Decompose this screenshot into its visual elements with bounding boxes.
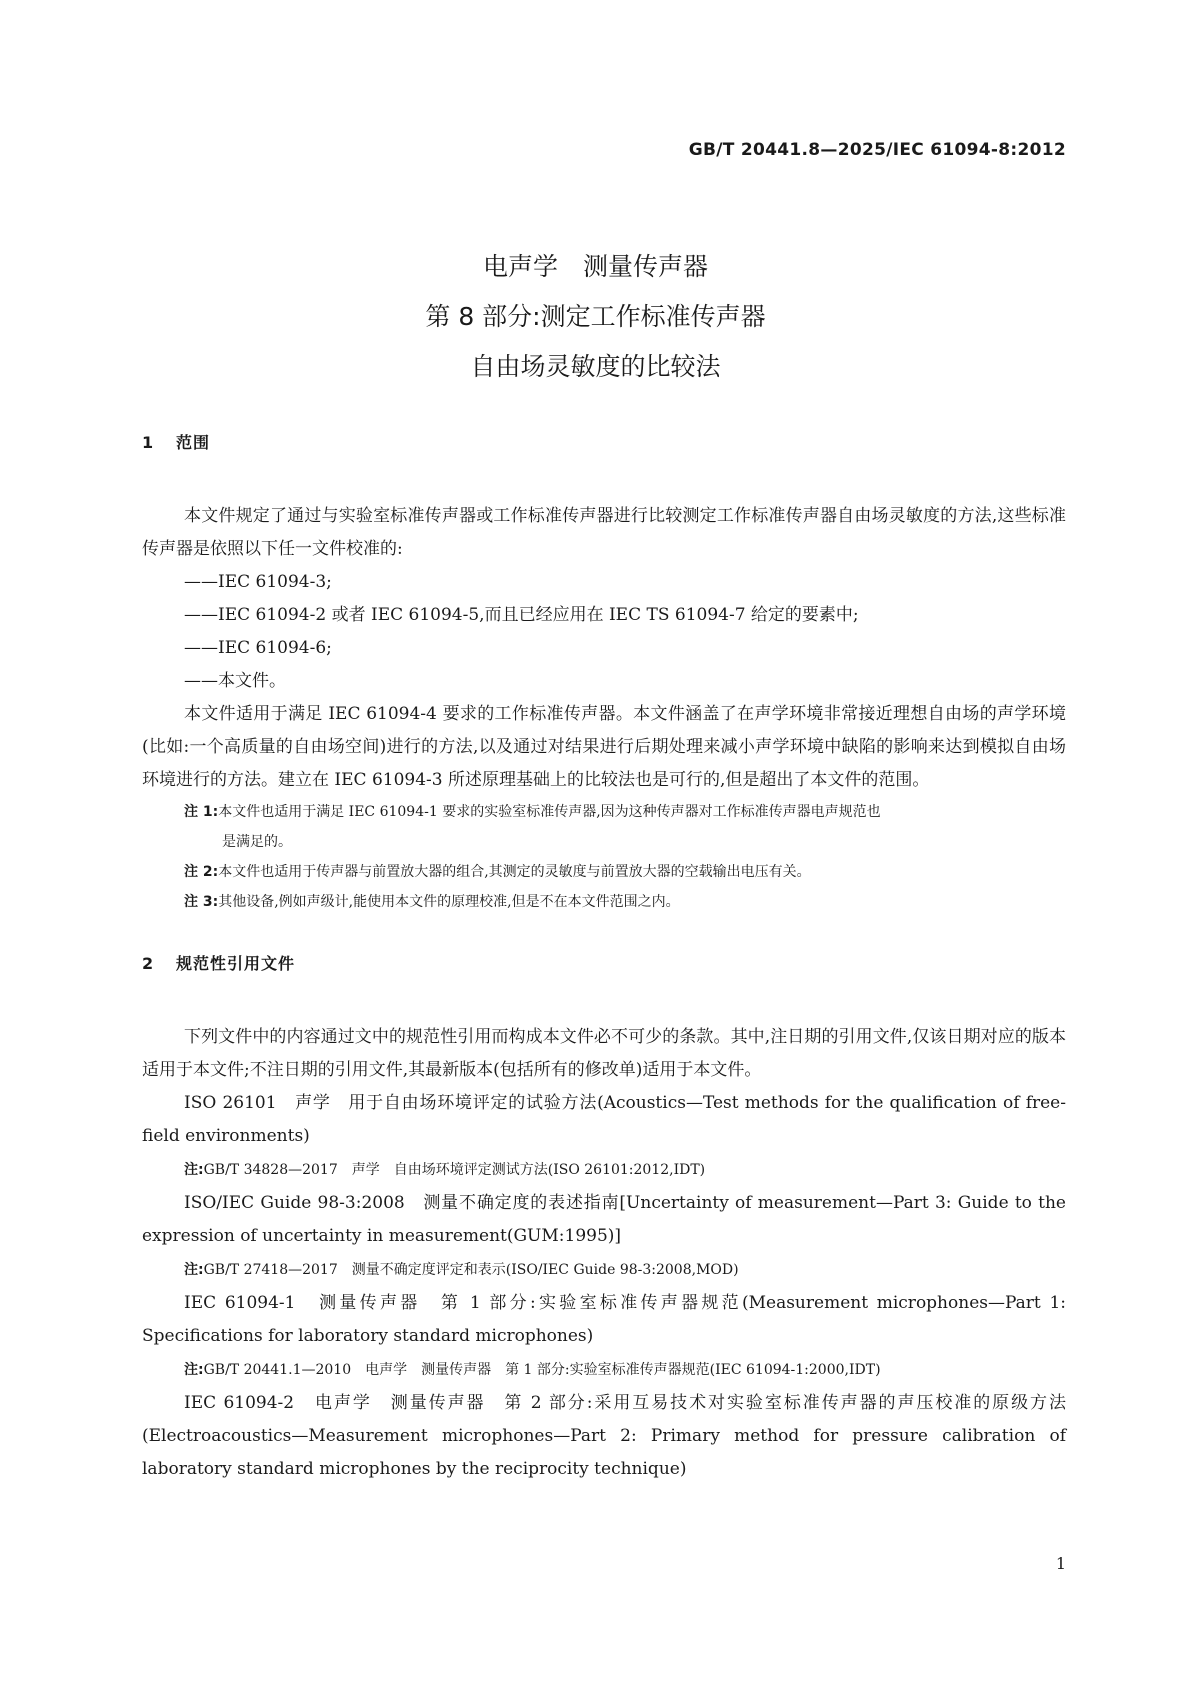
section-2-number: 2 (142, 954, 155, 973)
note-text: GB/T 27418—2017 测量不确定度评定和表示(ISO/IEC Guide 98-3:2008,MOD) (203, 1262, 739, 1278)
section-2-heading (142, 949, 1066, 979)
scope-list-item: ——IEC 61094-3; (184, 572, 332, 592)
section-1-title: 范围 (176, 433, 211, 452)
reference-note (142, 1153, 1066, 1187)
section-2-title: 规范性引用文件 (176, 954, 296, 973)
note-label: 注 1: (184, 804, 219, 820)
scope-list-item: ——IEC 61094-6; (184, 638, 332, 658)
section-2-intro: 下列文件中的内容通过文中的规范性引用而构成本文件必不可少的条款。其中,注日期的引用文件,仅该日期对应的版本适用于本文件;不注日期的引用文件,其最新版本(包括所有的修改单)适用于本文件。 (142, 1027, 1066, 1080)
note-label: 注 2: (184, 864, 219, 880)
note-label: 注: (184, 1162, 204, 1178)
scope-note-1 (142, 797, 1066, 827)
document-body (142, 428, 1066, 1486)
reference-note (142, 1353, 1066, 1387)
note-text: 本文件也适用于传声器与前置放大器的组合,其测定的灵敏度与前置放大器的空载输出电压有关。 (218, 864, 811, 880)
reference-note (142, 1253, 1066, 1287)
reference-entry: ISO 26101 声学 用于自由场环境评定的试验方法(Acoustics—Test methods for the qualification of free-field environments) (142, 1093, 1066, 1146)
scope-list-item: ——本文件。 (184, 671, 286, 691)
section-1-paragraph-2: 本文件适用于满足 IEC 61094-4 要求的工作标准传声器。本文件涵盖了在声学环境非常接近理想自由场的声学环境(比如:一个高质量的自由场空间)进行的方法,以及通过对结果进行后期处理来减小声学环境中缺陷的影响来达到模拟自由场环境进行的方法。建立在 IEC 61094-3 所述原理基础上的比较法也是可行的,但是超出了本文件的范围。 (142, 704, 1066, 790)
note-text: 本文件也适用于满足 IEC 61094-1 要求的实验室标准传声器,因为这种传声器对工作标准传声器电声规范也 (218, 804, 881, 820)
scope-list-item: ——IEC 61094-2 或者 IEC 61094-5,而且已经应用在 IEC TS 61094-7 给定的要素中; (184, 605, 859, 625)
reference-entry: IEC 61094-1 测量传声器 第 1 部分:实验室标准传声器规范(Measurement microphones—Part 1: Specifications for laboratory standard microphones) (142, 1293, 1066, 1346)
document-title (0, 242, 1191, 392)
section-1-heading (142, 428, 1066, 458)
section-1-number: 1 (142, 433, 155, 452)
section-1-intro: 本文件规定了通过与实验室标准传声器或工作标准传声器进行比较测定工作标准传声器自由场灵敏度的方法,这些标准传声器是依照以下任一文件校准的: (142, 506, 1066, 559)
note-label: 注 3: (184, 894, 219, 910)
title-line-1: 电声学 测量传声器 (482, 252, 708, 281)
standard-number: GB/T 20441.8—2025/IEC 61094-8:2012 (688, 140, 1066, 160)
scope-note-3 (142, 887, 1066, 917)
reference-entry: ISO/IEC Guide 98-3:2008 测量不确定度的表述指南[Uncertainty of measurement—Part 3: Guide to the expression of uncertainty in measurement(GUM:1995)] (142, 1193, 1066, 1246)
note-text: GB/T 20441.1—2010 电声学 测量传声器 第 1 部分:实验室标准传声器规范(IEC 61094-1:2000,IDT) (203, 1362, 881, 1378)
note-label: 注: (184, 1262, 204, 1278)
scope-note-2 (142, 857, 1066, 887)
title-line-2: 第 8 部分:测定工作标准传声器 (425, 302, 766, 331)
note-text: GB/T 34828—2017 声学 自由场环境评定测试方法(ISO 26101:2012,IDT) (203, 1162, 706, 1178)
note-text: 其他设备,例如声级计,能使用本文件的原理校准,但是不在本文件范围之内。 (218, 894, 680, 910)
note-label: 注: (184, 1362, 204, 1378)
reference-entry: IEC 61094-2 电声学 测量传声器 第 2 部分:采用互易技术对实验室标准传声器的声压校准的原级方法(Electroacoustics—Measurement microphones—Part 2: Primary method for pressure calibration of laboratory standard microphones by the reciprocity technique) (142, 1393, 1066, 1479)
page-number: 1 (1055, 1554, 1066, 1573)
scope-note-1-continuation: 是满足的。 (222, 834, 292, 850)
title-line-3: 自由场灵敏度的比较法 (470, 352, 721, 381)
